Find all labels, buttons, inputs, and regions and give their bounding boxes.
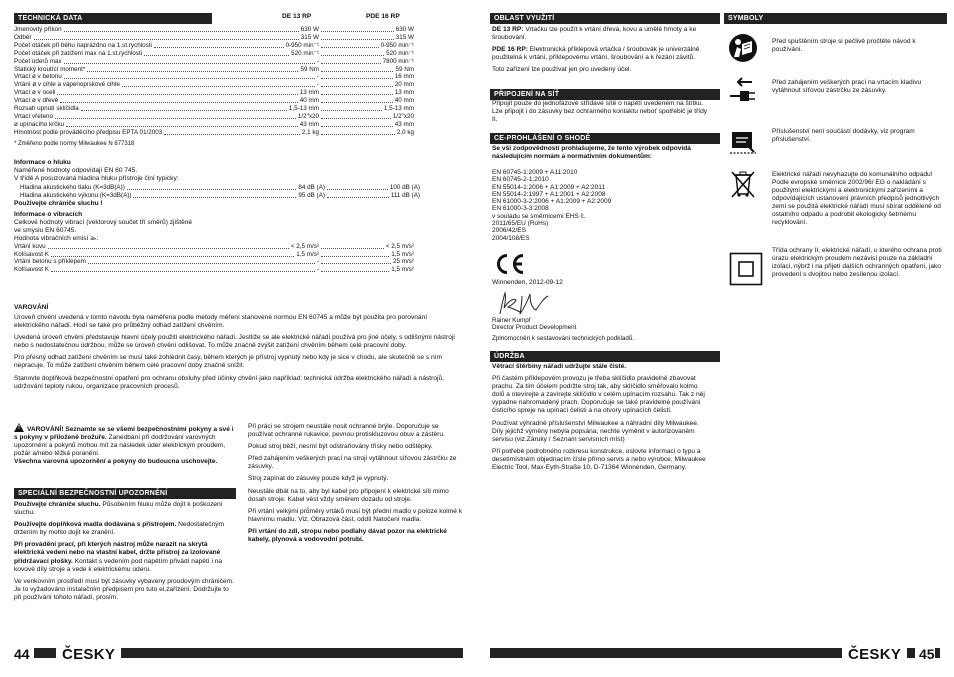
usage-text: Elektronická příklepová vrtačka / šroubovák je univerzálně použitelná k vrtání, příklepovému vrtání, šroubování a k řezání závitů. [492,46,700,62]
weee-bin-icon [728,168,758,198]
safety-header: SPECIÁLNÍ BEZPEČNOSTNÍ UPOZORNĚNÍ [14,488,236,499]
usage-text: Toto zařízení lze používat jen pro uvedený účel. [492,66,632,74]
safety-continued-para [248,475,463,483]
spec-row [14,97,414,104]
ce-norms-list [492,169,710,242]
safety-continued-para [248,455,463,471]
varovani-para: Úroveň chvění uvedená v tomto návodu byla naměřena podle metody měření stanovené normou EN 60745 a může být použita pro porovnání elektrického nářadí. Hodí se také pro průběžný odhad zatížení chvěním. [14,314,428,330]
spec-value-1: 2,1 kg [301,128,319,136]
spec-value-2: 16 mm [394,73,414,81]
spec-value-2: 1/2"x20 [392,112,414,120]
symbol-text-accessory: Příslušenství není součástí dodávky, viz program příslušenství. [772,128,915,143]
maintenance-body [492,363,710,476]
spec-label: Počet otáček při běhu naprázdno na 1.st.rychlosti [14,41,152,49]
spec-value-1: 84 dB (A) [298,184,325,191]
vibration-table [14,243,414,273]
ce-norm-item: EN 60745-1:2009 + A11:2010 [492,169,578,176]
col2-header: PDE 16 RP [366,13,400,20]
signer-name: Rainer Kumpf [492,317,531,324]
spec-row [14,34,414,41]
spec-value-1: 315 W [300,33,319,41]
spec-value-2: 7800 min⁻¹ [382,57,414,65]
spec-label: Vrtání kovu [14,243,46,250]
ce-mark [494,253,526,275]
vibration-line-2: ve smyslu EN 60745. [14,227,77,234]
spec-row [14,105,414,112]
safety-text: Ve venkovním prostředí musí být zásuvky vybaveny proudovým chráničem. Je to vyžadováno instalačním předpisem pro tuto el.zařízení. Dodržujte to při používání tohoto nářadí, prosím. [14,577,234,601]
spec-value-1: - [316,258,319,266]
spec-value-1: 95 dB (A) [298,191,325,199]
maintenance-para [492,375,710,415]
spec-label: Počet úderů max [14,57,62,65]
unplug-icon [728,76,758,106]
spec-label: Kolísavost K [14,265,49,273]
class-ii-icon [729,252,763,286]
symbol-text-class-ii: Třída ochrany II, elektrické nářadí, u kterého ochrana proti úrazu elektrickým proudem nezávisí pouze na základní izolaci, nýbrž i na přijetí dalších ochranných opatření, jako provedení s dvojitou nebo zesílenou izolací. [772,247,942,278]
signature-image [496,290,552,316]
accessory-icon [728,126,758,156]
spec-value-2: 25 m/s² [393,258,414,266]
spec-value-2: 1,5 m/s² [391,250,414,258]
maintenance-para [492,363,710,371]
noise-line-2: V třídě A posuzovaná hladina hluku přístroje činí typicky: [14,175,179,182]
spec-row [20,184,420,191]
safety-para [14,578,236,602]
spec-row [14,89,414,96]
varovani-para: Stanovte doplňková bezpečnostní opatření pro ochranu obsluhy před účinky chvění jako například: technická údržba elektrického nářadí a nástrojů, udržování teploty rukou, organizace pracovních procesů. [14,374,444,390]
warning-bold: VAROVÁNÍ! Seznamte se se všemi bezpečnostními pokyny a své i s pokyny v přiložené brožuře. [14,426,234,442]
ce-norm-item: 2006/42/ES [492,227,526,235]
usage-para [492,26,710,42]
spec-label: Počet otáček při zatížení max na 1.st.rychlosti [14,49,143,57]
spec-label: Vrtací ø v betonu [14,73,62,81]
usage-body [492,26,710,78]
ce-norm-item: EN 60745-2-1:2010 [492,176,549,184]
safety-bold: Při provádění prací, při kterých nástroj může narazit na skrytá elektrická vedení nebo na vlastní kabel, držte přístroj za izolované přídržavací plošky. [14,541,221,565]
vibration-line-1: Celkové hodnoty vibrací (vektorový součet tří směrů) zjištěné [14,219,193,226]
warning-text: Zanedbání při dodržování varovných upozornění a pokynů mohou mít za následek úder elektrickým proudem, požár a/nebo těžká poranění. [14,434,226,458]
read-manual-icon [728,33,758,63]
spec-label: Vrtání betonu s příklepem [14,258,86,266]
signer-authorized: Zplnomocněn k sestavování technických podkladů. [492,335,635,342]
maintenance-para [492,448,710,472]
page-number-left: 44 [14,646,34,662]
usage-bold: DE 13 RP: [492,26,524,33]
varovani-title: VAROVÁNÍ [14,304,49,311]
spec-row [14,42,414,49]
warning-keep: Všechna varovná upozornění a pokyny do budoucna uschovejte. [14,458,218,466]
spec-label: Rozsah upnutí sklíčidla [14,105,79,112]
spec-value-1: 1,5-13 mm [288,105,319,112]
spec-value-2: 100 dB (A) [389,184,420,191]
symbol-text-weee: Elektrické nářadí nevyhazujte do komunálního odpadu! Podle evropské směrnice 2002/96/ EG o nakládání s použitými elektrickými a elektronickými zařízeními a odpovídajících ustanovení právních předpisů jednotlivých zemí se použitá elektrické nářadí musí sbírat odděleně od ostatního odpadu a podrobit ekologicky šetrnému recyklování. [772,171,941,226]
maintenance-para [492,420,710,444]
tech-data-header: TECHNICKÁ DATA [14,13,212,24]
spec-value-2: 20 mm [394,81,414,89]
varovani-para: Uvedená úroveň chvění představuje hlavní účely použití elektrického nářadí. Jestliže se ale elektrické nářadí používá pro jiné účely, s odlišnými nástroji nebo s nedostatečnou údržbou, může se úroveň chvění odlišovat. To může značně zvýšit zatížení chvěním během celé pracovní doby. [14,334,455,350]
spec-value-1: - [316,73,319,81]
signer-title: Director Product Development [492,324,577,331]
spec-value-2: 0-950 min⁻¹ [380,41,414,49]
safety-text: Působením hluku může dojít k poškození sluchu. [14,501,223,517]
spec-label: Jmenovitý příkon [14,26,62,33]
ce-norm-item: EN 61000-3-3:2008 [492,205,549,213]
warning-block [14,423,236,470]
noise-title: Informace o hluku [14,159,71,166]
spec-value-1: - [316,57,319,65]
usage-text: Vrtačku lze použít k vrtání dřeva, kovu a umělé hmoty a ke šroubování. [492,26,697,42]
spec-value-1: 1,5 m/s² [296,250,319,258]
symbols-header: SYMBOLY [724,13,947,24]
spec-label: ø upínacího krčku [14,120,65,128]
ce-place-date: Winnenden, 2012-09-12 [492,279,563,286]
spec-row [20,191,420,199]
safety-continued-para [248,508,463,524]
spec-label: Hmotnost podle prováděcího předpisu EPTA 01/2003 [14,128,163,136]
safety-continued-para [248,423,463,439]
spec-label: Vrtací ø v dřevě [14,97,59,105]
safety-continued [248,423,463,548]
spec-row [14,243,414,250]
spec-value-1: 0-950 min⁻¹ [285,41,319,49]
spec-value-2: < 2,5 m/s² [385,243,414,250]
safety-text: Kontakt s vedením pod napětím přivádí napětí i na kovové díly stroje a vede k elektrickému úderu. [14,557,223,573]
ce-norm-item: EN 55014-2:1997 + A1:2001 + A2:2008 [492,190,606,198]
safety-bold: Používejte chrániče sluchu. [14,501,101,508]
safety-text: Nedostatečným držením by mohlo dojít ke zranění. [14,521,224,537]
spec-value-2: 315 W [395,33,414,41]
col1-header: DE 13 RP [282,13,312,20]
spec-value-2: 1,5-13 mm [383,105,414,112]
maintenance-text: Při častém příklepovém provozu je třeba sklíčidlo pravidelně zbavovat prachu. Za tím účelem podržte stroj tak, aby sklíčidlo směřovalo kolmo dolů a otevírejte a zavírejte sklíčidlo v celém upínacím rozsahu. Tak z něj vypadne nahromaděný prach. Doporučuje se také pravidelné používání čisticího spreje na upínací čelisti a na otvory upínacích čelistí. [492,375,705,415]
spec-value-2: 1,5 m/s² [391,265,414,273]
symbol-text-unplug: Před zahájením veškerých prací na vrtacím kladivu vytáhnout síťovou zástrčku ze zásuvky. [772,79,922,94]
spec-row [14,251,414,258]
spec-row [14,26,414,33]
spec-value-2: 520 min⁻¹ [386,49,414,57]
language-label-left: ČESKY [56,646,121,663]
spec-label: Vrtací ø v oceli [14,89,56,97]
safety-para [14,521,236,537]
spec-value-2: 43 mm [394,120,414,128]
safety-continued-para [248,443,463,451]
safety-continued-text: Stroj zapínat do zásuvky pouze když je vypnutý. [248,475,389,483]
connect-text: Připojit pouze do jednofázové střídavé sítě o napětí uvedeném na štítku. Lze připojit i do zásuvky bez ochranného kontaktu neboť spotřebič je třídy II. [492,100,708,124]
maintenance-text: Používat výhradně příslušenství Milwaukee a náhradní díly Milwaukee. Díly jejichž výměny nebyla popsána, nechte vyměnit v autorizovaném servisu (viz.Záruky / Seznam servisních míst) [492,419,699,443]
ce-header: CE-PROHLÁŠENÍ O SHODĚ [490,133,720,144]
safety-continued-bold: Při vrtání do zdi, stropu nebo podlahy dávat pozor na elektrické kabely, plynová a vodovodní potrubí. [248,527,447,544]
spec-value-1: 630 W [300,26,319,33]
spec-value-2: 59 Nm [395,65,414,73]
spec-value-2: 2,0 kg [396,128,414,136]
spec-value-1: - [316,81,319,89]
warning-triangle-icon: ! [14,423,24,432]
spec-label: Kolísavost K [14,250,49,258]
safety-continued-text: Neustále dbát na to, aby byl kabel pro připojení k elektrické síti mimo dosah stroje. Kabel vést vždy směrem dozadu od stroje. [248,487,449,503]
safety-continued-text: Při práci se strojem neustále nosit ochranné brýle. Doporučuje se používat ochranné rukavice, pevnou protiskluzovou obuv a zástěru. [248,423,445,439]
usage-para [492,66,710,74]
safety-body [14,501,236,606]
varovani-body [14,314,462,395]
noise-line-1: Naměřené hodnoty odpovídají EN 60 745. [14,167,138,174]
safety-continued-text: Před zahájením veškerých prací na stroji vytáhnout síťovou zástrčku ze zásuvky. [248,455,457,471]
spec-row [14,73,414,80]
spec-row [14,258,414,265]
spec-row [14,81,414,88]
spec-label: Hladina akustického tlaku (K=3dB(A)) [20,184,125,191]
vibration-line-3: Hodnota vibračních emisí aₕ: [14,235,99,242]
spec-row [14,121,414,128]
spec-value-1: < 2,5 m/s² [290,243,319,250]
ce-norm-item: 2011/65/EU (RoHs) [492,220,549,228]
noise-table [20,184,420,200]
spec-value-2: 13 mm [394,89,414,97]
spec-row [14,58,414,65]
spec-label: Statický kroutící moment* [14,65,86,73]
ce-norm-item: v souladu se směrnicemi EHS č. [492,212,586,220]
tech-footnote: * Změřeno podle normy Milwaukee N 877318 [14,141,135,147]
spec-label: Odběr [14,33,32,41]
usage-header: OBLAST VYUŽITÍ [490,13,720,24]
ce-intro: Se vší zodpovědností prohlašujeme, že tento výrobek odpovídá následujícím normám a normativním dokumentům: [492,145,691,161]
ce-norm-item: EN 61000-3-2:2006 + A1:2009 + A2:2009 [492,198,612,206]
spec-label: Vrtání ø v cihle a vápenopískové cihle [14,81,120,89]
spec-row [14,266,414,273]
spec-label: Vrtací vřeteno [14,112,53,120]
safety-para [14,541,236,573]
varovani-para: Pro přesný odhad zatížení chvěním se musí také zohlednit časy, během kterých je přístroj vypnutý nebo kdy je sice v chodu, ale skutečně se s ním nepracuje. To může zatížení chvěním během celé pracovní doby značně snížit. [14,354,442,370]
spec-value-2: 111 dB (A) [390,191,420,199]
language-label-right: ČESKY [842,646,907,663]
spec-row [14,129,414,136]
spec-value-1: 1/2"x20 [297,112,319,120]
maintenance-text: Při potřebě podrobného rozkresu konstrukce, oslovte informaci o typu a desetimístném objednacím čísle přímo servis a nebo výrobce, Milwaukee Electric Tool, Max-Eyth-Straße 10, D-71364 Winnenden, Germany. [492,447,706,472]
maintenance-header: ÚDRŽBA [490,351,720,362]
spec-row [14,50,414,57]
spec-value-1: 13 mm [299,89,319,97]
page-number-right: 45 [915,646,935,662]
usage-bold: PDE 16 RP: [492,46,528,54]
safety-continued-para [248,488,463,504]
spec-row [14,66,414,73]
spec-value-1: 59 Nm [300,65,319,73]
spec-value-1: 43 mm [299,120,319,128]
spec-value-2: 40 mm [394,97,414,105]
maintenance-bold: Větrací štěrbiny nářadí udržujte stále čisté. [492,363,627,370]
spec-value-1: - [316,265,319,273]
safety-continued-text: Při vrtání velkými průměry vrtáků musí být přední madlo v poloze kolmé k hlavnímu madlu. Viz. Obrazová část, oddíl Natočení madla. [248,507,463,523]
symbol-text-read-manual: Před spuštěním stroje si pečlivě pročtěte návod k používání. [772,38,916,53]
ce-norm-item: EN 55014-1:2006 + A1:2009 + A2:2011 [492,183,606,191]
spec-value-1: 40 mm [299,97,319,105]
tech-data-table [14,26,414,138]
spec-row [14,113,414,120]
safety-continued-text: Pokud stroj běží, nesmí být odstraňovány třísky nebo odštěpky. [248,443,433,451]
safety-bold: Používejte doplňková madla dodávana s přístrojem. [14,521,177,529]
spec-value-2: 630 W [395,26,414,33]
ce-norm-item: 2004/108/ES [492,234,530,242]
usage-para [492,46,710,62]
connect-header: PŘIPOJENÍ NA SÍŤ [490,89,720,100]
spec-label: Hladina akustického výkonu (K=3dB(A)) [20,191,132,199]
noise-warning: Používejte chrániče sluchu ! [14,200,103,207]
safety-continued-para [248,528,463,544]
safety-para [14,501,236,517]
spec-value-1: 520 min⁻¹ [291,49,319,57]
vibration-title: Informace o vibracích [14,211,83,218]
